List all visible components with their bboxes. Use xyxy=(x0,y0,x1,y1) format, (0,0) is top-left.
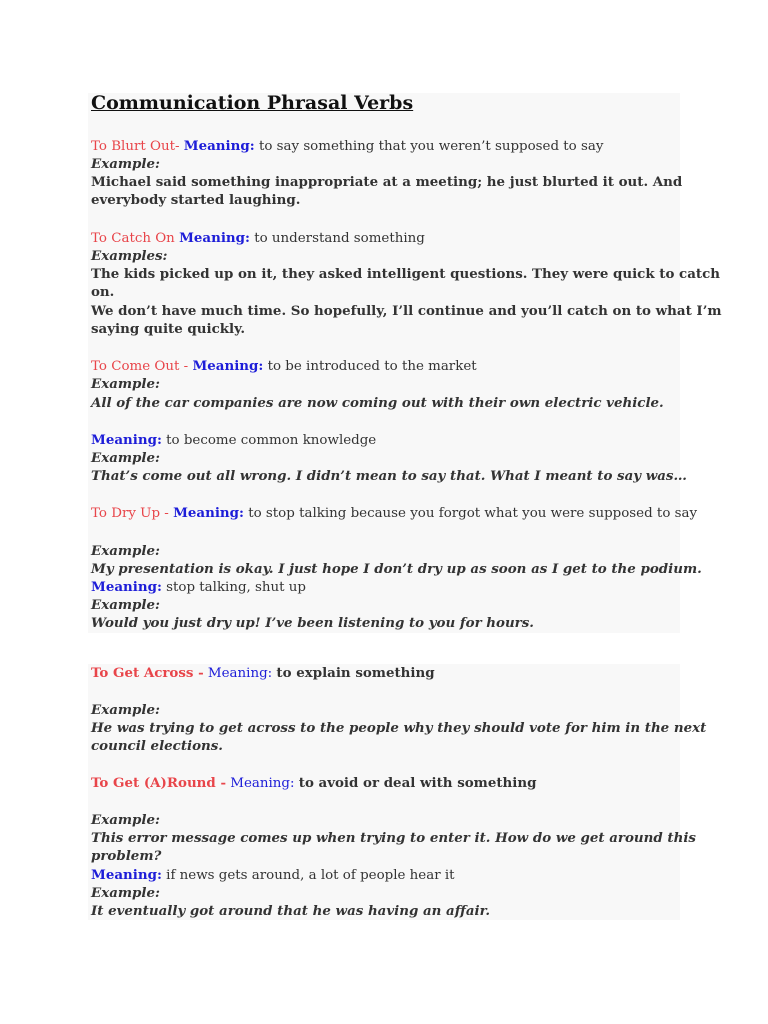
example-text: This error message comes up when trying to enter it. How do we get around this xyxy=(91,830,696,846)
meaning-text: to say something that you weren’t supposed to say xyxy=(258,139,604,154)
entry-get-around-2 xyxy=(91,866,455,885)
example-text: He was trying to get across to the people why they should vote for him in the next xyxy=(91,720,707,736)
meaning-label: Meaning: xyxy=(183,138,255,154)
meaning-text: to avoid or deal with something xyxy=(298,775,537,791)
example-text: Michael said something inappropriate at a meeting; he just blurted it out. And xyxy=(91,174,683,190)
example-text: saying quite quickly. xyxy=(91,321,246,337)
entry-get-around xyxy=(91,774,536,793)
phrasal-verb-term: To Dry Up - xyxy=(91,506,169,521)
meaning-label: Meaning: xyxy=(91,579,162,595)
meaning-text: if news gets around, a lot of people hear it xyxy=(166,868,455,883)
example-label: Example: xyxy=(91,597,160,613)
example-text: My presentation is okay. I just hope I don’t dry up as soon as I get to the podium. xyxy=(91,561,702,577)
phrasal-verb-term: To Blurt Out- xyxy=(91,139,180,154)
entry-come-out-2 xyxy=(91,431,376,450)
example-label: Example: xyxy=(91,156,160,172)
phrasal-verb-term: To Get Across - xyxy=(91,665,204,681)
example-label: Example: xyxy=(91,812,160,828)
example-label: Example: xyxy=(91,543,160,559)
entry-blurt-out xyxy=(91,137,603,156)
meaning-label: Meaning: xyxy=(91,432,162,448)
example-text: Would you just dry up! I’ve been listening to you for hours. xyxy=(91,615,534,631)
page-title: Communication Phrasal Verbs xyxy=(91,92,414,114)
meaning-text: to explain something xyxy=(276,665,435,681)
meaning-text: to become common knowledge xyxy=(166,433,377,448)
example-label: Examples: xyxy=(91,248,168,264)
entry-catch-on xyxy=(91,229,425,248)
example-text: problem? xyxy=(91,848,162,864)
meaning-label: Meaning: xyxy=(179,230,250,246)
example-label: Example: xyxy=(91,885,160,901)
meaning-label: Meaning: xyxy=(173,505,244,521)
example-text: It eventually got around that he was having an affair. xyxy=(91,903,491,919)
meaning-text: to be introduced to the market xyxy=(267,359,477,374)
example-label: Example: xyxy=(91,376,160,392)
phrasal-verb-term: To Get (A)Round - xyxy=(91,775,226,791)
example-label: Example: xyxy=(91,450,160,466)
meaning-text: to stop talking because you forgot what you were supposed to say xyxy=(248,506,698,521)
entry-dry-up xyxy=(91,504,697,523)
meaning-text: to understand something xyxy=(254,231,425,246)
example-text: everybody started laughing. xyxy=(91,192,301,208)
example-text: The kids picked up on it, they asked intelligent questions. They were quick to catch xyxy=(91,266,720,282)
meaning-label: Meaning: xyxy=(91,867,162,883)
entry-dry-up-2 xyxy=(91,578,306,597)
meaning-text: stop talking, shut up xyxy=(166,580,307,595)
meaning-label: Meaning: xyxy=(192,358,264,374)
example-text: on. xyxy=(91,284,115,300)
phrasal-verb-term: To Catch On xyxy=(91,231,175,246)
example-text: All of the car companies are now coming out with their own electric vehicle. xyxy=(91,395,664,411)
example-label: Example: xyxy=(91,702,160,718)
entry-come-out xyxy=(91,357,477,376)
example-text: That’s come out all wrong. I didn’t mean to say that. What I meant to say was… xyxy=(91,468,687,484)
meaning-label: Meaning: xyxy=(230,776,295,791)
phrasal-verb-term: To Come Out - xyxy=(91,359,189,374)
meaning-label: Meaning: xyxy=(207,666,273,681)
example-text: We don’t have much time. So hopefully, I’ll continue and you’ll catch on to what I’m xyxy=(91,303,722,319)
entry-get-across xyxy=(91,664,435,683)
example-text: council elections. xyxy=(91,738,223,754)
